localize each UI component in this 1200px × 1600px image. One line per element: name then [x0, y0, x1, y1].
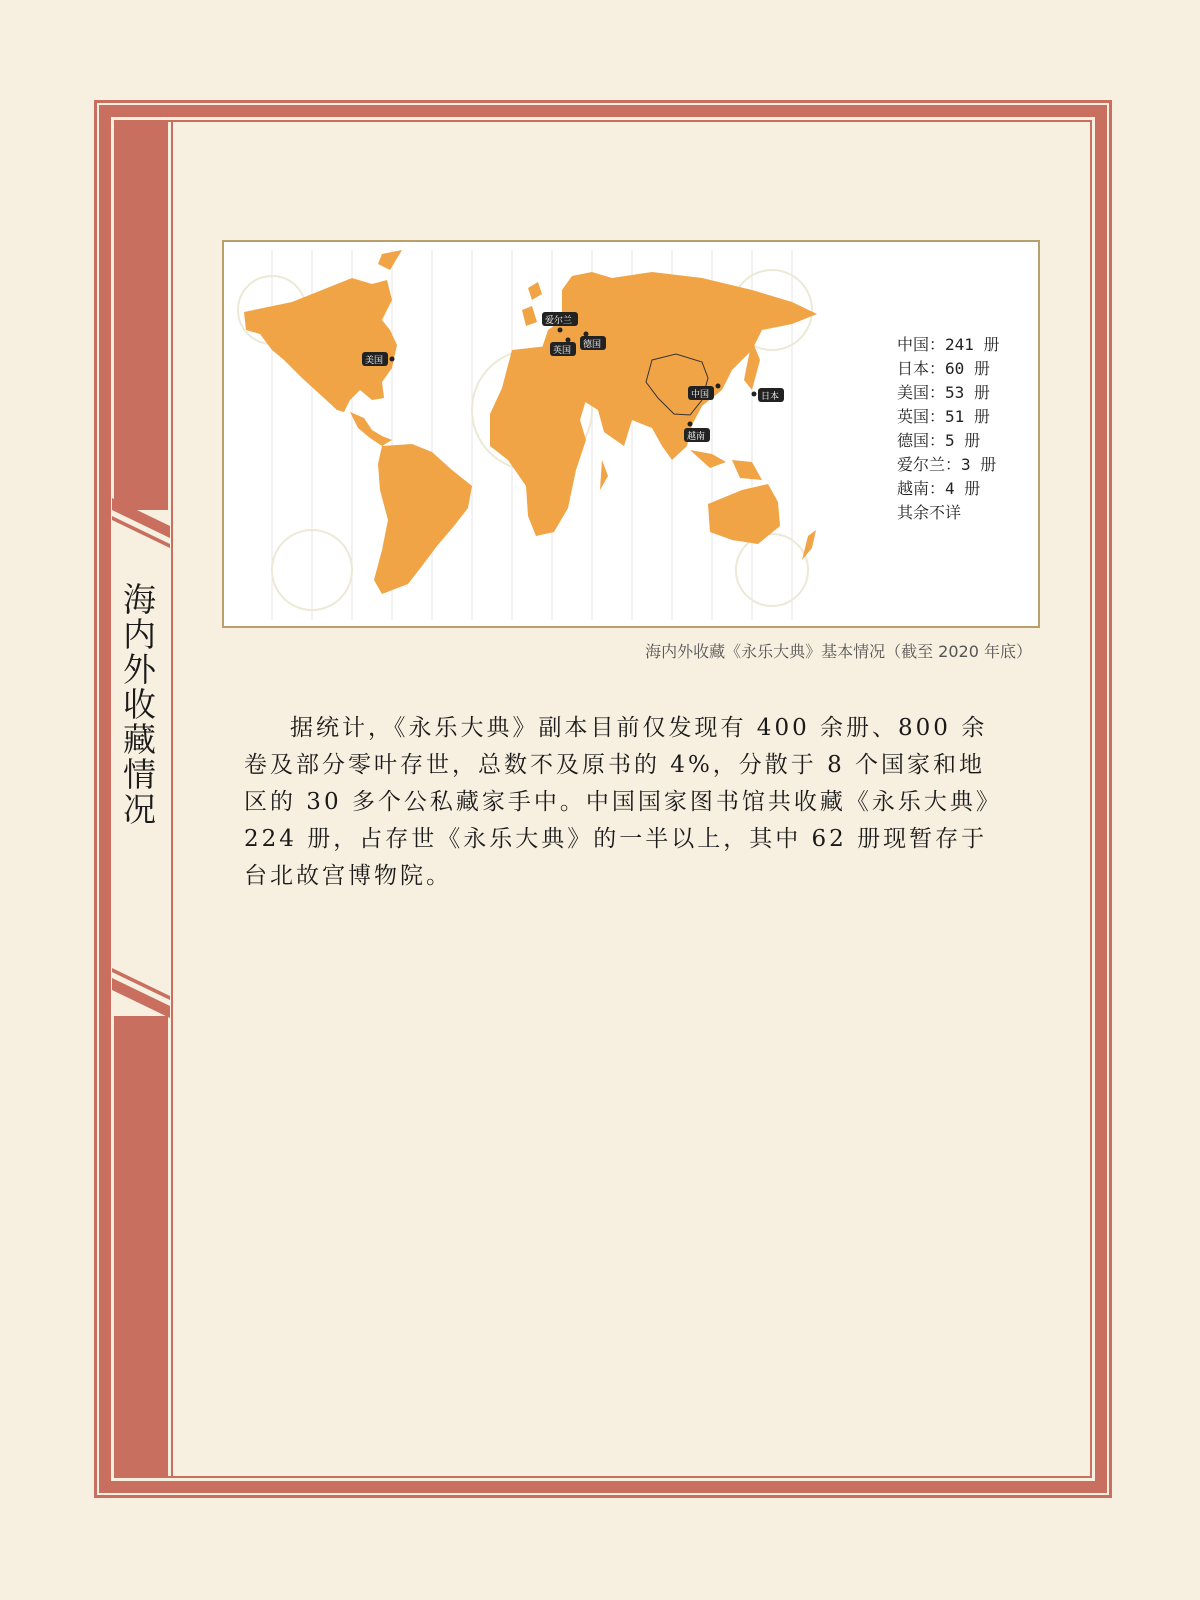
label-bottom-chevron	[112, 958, 170, 1018]
marker-label-china: 中国	[691, 390, 710, 400]
marker-label-germany: 德国	[583, 340, 602, 350]
figure-caption: 海内外收藏《永乐大典》基本情况（截至 2020 年底）	[645, 642, 1032, 661]
section-title: 海内外收藏情况	[118, 582, 157, 827]
world-map	[232, 250, 832, 620]
marker-label-usa: 美国	[365, 356, 384, 366]
legend-item: 德国：5 册	[897, 431, 981, 450]
label-top-chevron	[112, 498, 170, 558]
legend-item: 越南：4 册	[897, 479, 981, 498]
body-text	[244, 710, 1004, 895]
legend-item: 美国：53 册	[897, 383, 990, 402]
legend-item: 日本：60 册	[897, 359, 990, 378]
marker-label-uk: 英国	[553, 346, 572, 356]
legend-item: 英国：51 册	[897, 407, 990, 426]
spine-line-thin	[171, 120, 173, 1478]
marker-label-japan: 日本	[761, 392, 780, 402]
map-legend	[897, 333, 1000, 525]
body-paragraph: 据统计，《永乐大典》副本目前仅发现有 400 余册、800 余卷及部分零叶存世，总数不及原书的 4%，分散于 8 个国家和地区的 30 多个公私藏家手中。中国国家图书馆共收藏《永乐大典》224 册，占存世《永乐大典》的一半以上，其中 62 册现暂存于台北故宫博物院。	[244, 715, 1002, 889]
legend-item: 爱尔兰：3 册	[897, 455, 997, 474]
legend-item: 其余不详	[897, 503, 962, 522]
marker-label-ireland: 爱尔兰	[545, 316, 573, 326]
marker-label-vietnam: 越南	[687, 432, 706, 442]
legend-item: 中国：241 册	[897, 335, 1000, 354]
